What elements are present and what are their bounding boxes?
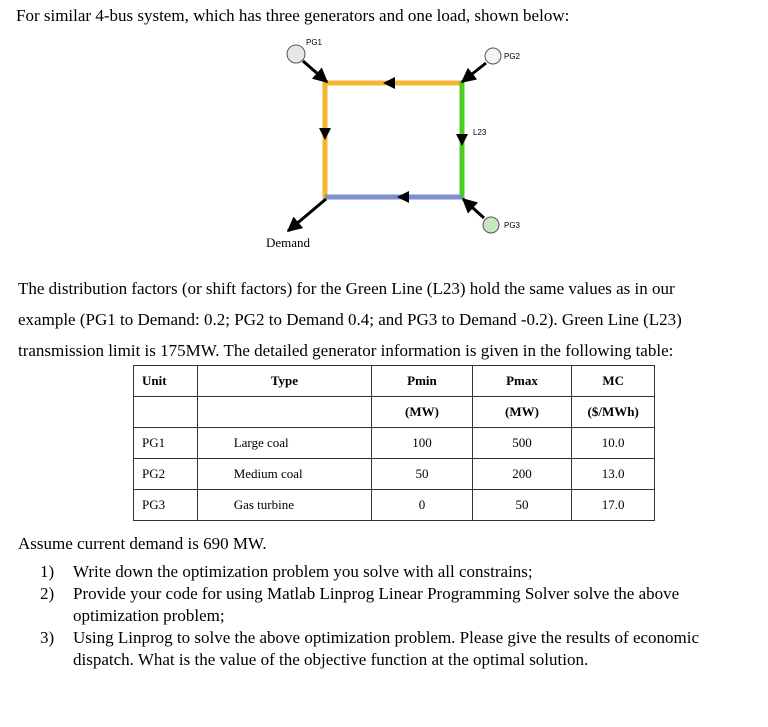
table-units-row: [134, 397, 655, 428]
question-text: Using Linprog to solve the above optimization problem. Please give the results of economic dispatch. What is the value of the objective function at the optimal solution.: [73, 628, 700, 669]
row3-mc: 17.0: [572, 490, 655, 521]
units-unit: [134, 397, 198, 428]
row2-unit: PG2: [134, 459, 198, 490]
header-type: Type: [197, 366, 372, 397]
pg1-arrow: [303, 61, 327, 82]
header-pmin: Pmin: [372, 366, 472, 397]
header-unit: Unit: [134, 366, 198, 397]
row3-unit: PG3: [134, 490, 198, 521]
generator-table: [133, 365, 655, 521]
row1-mc: 10.0: [572, 428, 655, 459]
label-pg2: PG2: [504, 52, 521, 61]
question-list: [40, 561, 750, 671]
distribution-line-3: transmission limit is 175MW. The detailed generator information is given in the following table:: [18, 341, 674, 360]
generator-pg2-icon: [485, 48, 501, 64]
row3-pmax: 50: [472, 490, 572, 521]
row2-pmax: 200: [472, 459, 572, 490]
bus-diagram: [0, 0, 768, 260]
question-text: Provide your code for using Matlab Linprog Linear Programming Solver solve the above optimization problem;: [73, 584, 680, 625]
question-item: [40, 627, 750, 671]
question-number: 3): [40, 628, 55, 647]
distribution-line-2: example (PG1 to Demand: 0.2; PG2 to Demand 0.4; and PG3 to Demand -0.2). Green Line (L23): [18, 310, 682, 329]
table-header-row: [134, 366, 655, 397]
question-text: Write down the optimization problem you solve with all constrains;: [73, 562, 533, 581]
units-pmax: (MW): [472, 397, 572, 428]
row3-type: Gas turbine: [197, 490, 372, 521]
row3-pmin: 0: [372, 490, 472, 521]
arrow-left: [319, 128, 331, 140]
intro-text: For similar 4-bus system, which has three generators and one load, shown below:: [16, 6, 570, 25]
arrow-green: [456, 134, 468, 146]
row1-type: Large coal: [197, 428, 372, 459]
label-pg1: PG1: [306, 38, 323, 47]
pg3-arrow: [463, 199, 484, 218]
table-row: [134, 490, 655, 521]
label-pg3: PG3: [504, 221, 521, 230]
demand-arrow: [288, 199, 326, 231]
units-pmin: (MW): [372, 397, 472, 428]
row2-pmin: 50: [372, 459, 472, 490]
question-number: 2): [40, 584, 55, 603]
label-demand: Demand: [266, 235, 311, 250]
pg2-arrow: [462, 63, 486, 82]
question-number: 1): [40, 562, 55, 581]
assumption-text: Assume current demand is 690 MW.: [18, 534, 267, 553]
row2-type: Medium coal: [197, 459, 372, 490]
arrow-top: [383, 77, 395, 89]
table-row: [134, 428, 655, 459]
row1-pmin: 100: [372, 428, 472, 459]
generator-pg3-icon: [483, 217, 499, 233]
distribution-line-1: The distribution factors (or shift factors) for the Green Line (L23) hold the same values as in our: [18, 279, 675, 298]
header-pmax: Pmax: [472, 366, 572, 397]
units-mc: ($/MWh): [572, 397, 655, 428]
distribution-paragraph: [18, 273, 682, 366]
table-row: [134, 459, 655, 490]
generator-pg1-icon: [287, 45, 305, 63]
units-type: [197, 397, 372, 428]
header-mc: MC: [572, 366, 655, 397]
question-item: [40, 583, 750, 627]
row1-unit: PG1: [134, 428, 198, 459]
question-item: [40, 561, 750, 583]
row2-mc: 13.0: [572, 459, 655, 490]
arrow-bottom: [397, 191, 409, 203]
row1-pmax: 500: [472, 428, 572, 459]
label-l23: L23: [473, 128, 487, 137]
